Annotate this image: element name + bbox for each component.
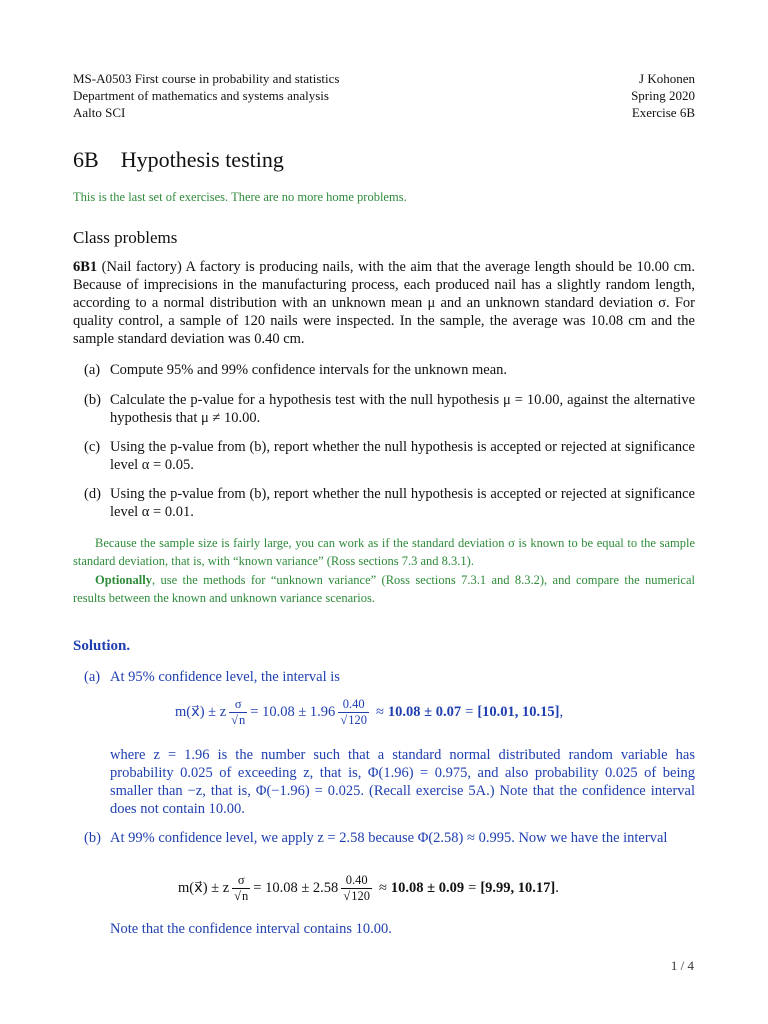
solution-a-equation [175,697,563,728]
item-label: (d) [84,486,101,502]
sigma-over-sqrt-n: $\frac{\sigma}{√n}$ [234,873,249,903]
eq-interval: [9.99, 10.17] [480,880,556,896]
numeric-fraction: $\frac{0.40}{√120}$ [343,873,370,903]
problem-item-b [84,391,695,427]
exercise-id: Exercise 6B [631,105,695,120]
eq-approx: ≈ [375,704,384,720]
solution-b-label: (b) [84,830,101,846]
intro-note: This is the last set of exercises. There are no more home problems. [73,190,407,204]
eq-approx: ≈ [378,880,387,896]
eq-result: 10.08 ± 0.07 [387,704,462,720]
known-variance-note: Because the sample size is fairly large, you can work as if the standard deviation σ is known to be equal to the sample standard deviation, that is, with “known variance” (Ross sections 7.3 and 8.3.1). [73,536,695,568]
problem-id: 6B1 [73,259,98,275]
eq-equals: = [465,704,474,720]
term: Spring 2020 [631,88,695,103]
solution-a-intro-text: At 95% confidence level, the interval is [110,669,340,685]
header-left [73,70,339,121]
eq-result: 10.08 ± 0.09 [390,880,465,896]
eq-lhs: m(x⃗) ± z [178,880,230,896]
problem-item-c [84,438,695,474]
item-text: Compute 95% and 99% confidence intervals for the unknown mean. [110,362,508,378]
problem-text: (Nail factory) A factory is producing nails, with the aim that the average length should be 10.00 cm. Because of imprecisions in the manufacturing process, each produced nail has a slightly random length, according to a normal distribution with an unknown mean μ and an unknown standard deviation σ. For quality control, a sample of 120 nails were inspected. In the sample, the average was 10.08 cm and the sample standard deviation was 0.40 cm. [73,259,695,347]
eq-punct: . [555,880,559,896]
header-right [631,70,695,121]
item-text: Calculate the p-value for a hypothesis test with the null hypothesis μ = 10.00, against the alternative hypothesis that μ ≠ 10.00. [110,392,695,426]
department-name: Department of mathematics and systems analysis [73,88,329,103]
problem-item-d [84,485,695,521]
optional-note [73,571,695,607]
eq-punct: , [559,704,564,720]
problem-statement [73,258,695,348]
school-name: Aalto SCI [73,105,126,120]
course-name: MS-A0503 First course in probability and statistics [73,71,340,86]
eq-equals: = [468,880,477,896]
problem-item-a [84,361,695,379]
title-text: Hypothesis testing [120,147,284,172]
item-label: (c) [84,439,101,455]
solution-heading: Solution. [73,638,131,654]
author-name: J Kohonen [639,71,695,86]
item-text: Using the p-value from (b), report whether the null hypothesis is accepted or rejected at significance level α = 0.05. [110,439,695,473]
title-number: 6B [73,147,99,172]
solution-b-intro [84,829,695,847]
solution-b-intro-text: At 99% confidence level, we apply z = 2.58 because Φ(2.58) ≈ 0.995. Now we have the interval [110,830,668,846]
eq-lhs: m(x⃗) ± z [175,704,227,720]
page-title [73,147,284,173]
item-text: Using the p-value from (b), report whether the null hypothesis is accepted or rejected at significance level α = 0.01. [110,486,695,520]
eq-mid: = 10.08 ± 2.58 [253,880,339,896]
optional-text: , use the methods for “unknown variance” (Ross sections 7.3.1 and 8.3.2), and compare the numerical results between the known and unknown variance scenarios. [73,573,695,605]
solution-b-note: Note that the confidence interval contains 10.00. [110,921,392,937]
eq-mid: = 10.08 ± 1.96 [250,704,336,720]
sigma-over-sqrt-n: $\frac{\sigma}{√n}$ [231,697,246,727]
solution-a-label: (a) [84,669,101,685]
optional-label: Optionally [95,573,152,587]
numeric-fraction: $\frac{0.40}{√120}$ [340,697,367,727]
item-label: (a) [84,362,101,378]
page-number: 1 / 4 [670,958,694,973]
item-label: (b) [84,392,101,408]
solution-a-explanation: where z = 1.96 is the number such that a standard normal distributed random variable has probability 0.025 of exceeding z, that is, Φ(1.96) = 0.975, and also probability 0.025 of being smaller than −z, that is, Φ(−1.96) = 0.025. (Recall exercise 5A.) Note that the confidence interval does not contain 10.00. [110,747,695,817]
solution-a-intro [84,668,695,686]
eq-interval: [10.01, 10.15] [477,704,560,720]
solution-b-equation [178,873,559,904]
section-heading: Class problems [73,228,178,247]
